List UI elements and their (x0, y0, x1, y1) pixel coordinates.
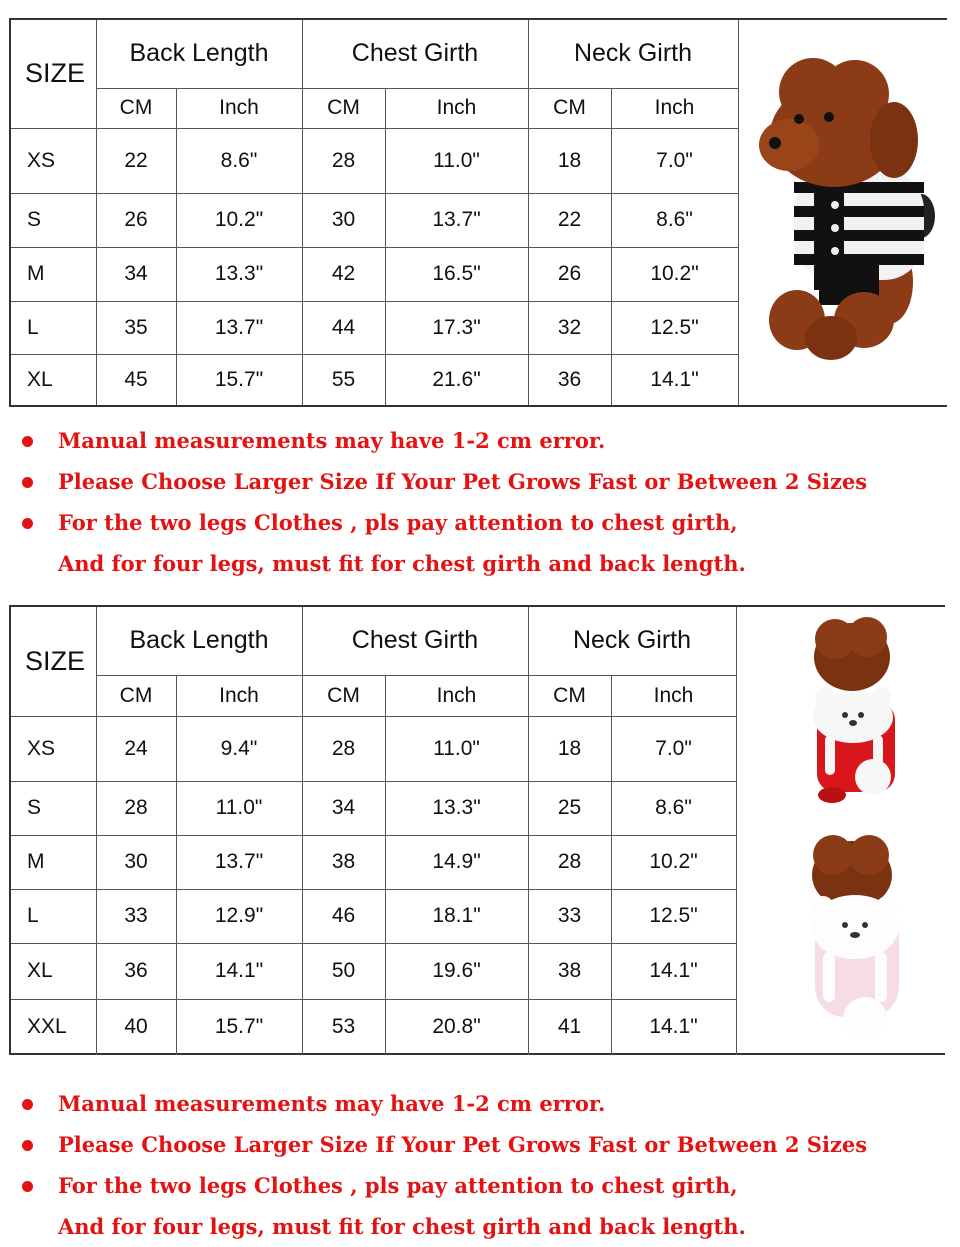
table-row (11, 889, 736, 943)
neck-girth-cm: 36 (528, 354, 611, 405)
note-item: Please Choose Larger Size If Your Pet Grows Fast or Between 2 Sizes (20, 1124, 940, 1165)
chest-girth-header: Chest Girth (302, 607, 528, 675)
size-label: XL (11, 943, 96, 999)
back-length-cm: 34 (96, 247, 176, 301)
size-label: S (11, 781, 96, 835)
chest-girth-cm: 50 (302, 943, 385, 999)
chest-girth-cm: 42 (302, 247, 385, 301)
chest-girth-header: Chest Girth (302, 20, 528, 88)
note-item: And for four legs, must fit for chest girth and back length. (58, 551, 746, 576)
unit-inch: Inch (611, 675, 736, 716)
neck-girth-inch: 8.6" (611, 781, 736, 835)
unit-cm: CM (528, 88, 611, 128)
neck-girth-inch: 10.2" (611, 247, 738, 301)
chest-girth-inch: 13.3" (385, 781, 528, 835)
chest-girth-inch: 21.6" (385, 354, 528, 405)
size-header: SIZE (11, 607, 96, 716)
back-length-cm: 33 (96, 889, 176, 943)
back-length-cm: 45 (96, 354, 176, 405)
table-row (11, 193, 738, 247)
note-item: Please Choose Larger Size If Your Pet Grows Fast or Between 2 Sizes (20, 461, 940, 502)
back-length-inch: 12.9" (176, 889, 302, 943)
unit-inch: Inch (385, 88, 528, 128)
note-item: Manual measurements may have 1-2 cm error. (20, 1083, 940, 1124)
neck-girth-cm: 33 (528, 889, 611, 943)
neck-girth-inch: 10.2" (611, 835, 736, 889)
neck-girth-cm: 28 (528, 835, 611, 889)
chest-girth-cm: 44 (302, 301, 385, 354)
neck-girth-cm: 18 (528, 716, 611, 781)
unit-inch: Inch (385, 675, 528, 716)
chest-girth-inch: 19.6" (385, 943, 528, 999)
bullet-icon (22, 518, 33, 529)
chest-girth-cm: 28 (302, 716, 385, 781)
neck-girth-cm: 41 (528, 999, 611, 1055)
back-length-inch: 15.7" (176, 999, 302, 1055)
size-notes-2 (20, 1083, 940, 1247)
neck-girth-cm: 18 (528, 128, 611, 193)
size-table-2 (11, 607, 737, 1055)
size-label: XXL (11, 999, 96, 1055)
chest-girth-inch: 16.5" (385, 247, 528, 301)
chest-girth-cm: 34 (302, 781, 385, 835)
note-item: For the two legs Clothes , pls pay attention to chest girth, (20, 1165, 940, 1206)
back-length-cm: 28 (96, 781, 176, 835)
bullet-icon (22, 1140, 33, 1151)
size-table-1 (11, 20, 739, 405)
chest-girth-cm: 46 (302, 889, 385, 943)
neck-girth-cm: 32 (528, 301, 611, 354)
size-label: XS (11, 128, 96, 193)
back-length-inch: 14.1" (176, 943, 302, 999)
chest-girth-cm: 30 (302, 193, 385, 247)
bullet-icon (22, 477, 33, 488)
back-length-inch: 8.6" (176, 128, 302, 193)
back-length-cm: 22 (96, 128, 176, 193)
chest-girth-inch: 11.0" (385, 716, 528, 781)
chest-girth-inch: 20.8" (385, 999, 528, 1055)
back-length-inch: 10.2" (176, 193, 302, 247)
neck-girth-cm: 25 (528, 781, 611, 835)
product-photo (738, 20, 948, 405)
table-row (11, 354, 738, 405)
size-label: XL (11, 354, 96, 405)
size-label: M (11, 247, 96, 301)
chest-girth-inch: 14.9" (385, 835, 528, 889)
chest-girth-cm: 28 (302, 128, 385, 193)
table-row (11, 835, 736, 889)
back-length-cm: 24 (96, 716, 176, 781)
unit-cm: CM (528, 675, 611, 716)
table-row (11, 781, 736, 835)
product-photo (736, 607, 946, 1053)
chest-girth-inch: 11.0" (385, 128, 528, 193)
size-notes-1 (20, 420, 940, 584)
chest-girth-inch: 13.7" (385, 193, 528, 247)
table-row (11, 943, 736, 999)
size-label: L (11, 301, 96, 354)
chest-girth-cm: 55 (302, 354, 385, 405)
unit-inch: Inch (176, 88, 302, 128)
size-label: L (11, 889, 96, 943)
note-item: Manual measurements may have 1-2 cm error. (20, 420, 940, 461)
neck-girth-header: Neck Girth (528, 20, 738, 88)
table-row (11, 247, 738, 301)
bullet-icon (22, 1099, 33, 1110)
back-length-inch: 11.0" (176, 781, 302, 835)
poodle-bear-hoodie-images (737, 607, 946, 1053)
size-label: S (11, 193, 96, 247)
note-item: For the two legs Clothes , pls pay attention to chest girth, (20, 502, 940, 543)
unit-cm: CM (96, 88, 176, 128)
back-length-inch: 15.7" (176, 354, 302, 405)
size-chart-1 (9, 18, 947, 407)
back-length-inch: 13.3" (176, 247, 302, 301)
neck-girth-cm: 22 (528, 193, 611, 247)
chest-girth-inch: 17.3" (385, 301, 528, 354)
back-length-cm: 26 (96, 193, 176, 247)
back-length-header: Back Length (96, 607, 302, 675)
neck-girth-inch: 12.5" (611, 301, 738, 354)
size-header: SIZE (11, 20, 96, 128)
chest-girth-cm: 38 (302, 835, 385, 889)
neck-girth-inch: 14.1" (611, 354, 738, 405)
chest-girth-cm: 53 (302, 999, 385, 1055)
size-label: XS (11, 716, 96, 781)
neck-girth-inch: 7.0" (611, 716, 736, 781)
unit-cm: CM (96, 675, 176, 716)
bullet-icon (22, 1181, 33, 1192)
neck-girth-inch: 14.1" (611, 999, 736, 1055)
table-row (11, 999, 736, 1055)
table-row (11, 128, 738, 193)
unit-inch: Inch (611, 88, 738, 128)
neck-girth-inch: 14.1" (611, 943, 736, 999)
back-length-cm: 36 (96, 943, 176, 999)
chest-girth-inch: 18.1" (385, 889, 528, 943)
size-chart-2 (9, 605, 945, 1055)
bullet-icon (22, 436, 33, 447)
back-length-inch: 13.7" (176, 835, 302, 889)
unit-inch: Inch (176, 675, 302, 716)
note-item: And for four legs, must fit for chest girth and back length. (58, 1214, 746, 1239)
neck-girth-header: Neck Girth (528, 607, 736, 675)
back-length-cm: 40 (96, 999, 176, 1055)
neck-girth-cm: 38 (528, 943, 611, 999)
back-length-header: Back Length (96, 20, 302, 88)
back-length-inch: 13.7" (176, 301, 302, 354)
unit-cm: CM (302, 675, 385, 716)
back-length-cm: 30 (96, 835, 176, 889)
neck-girth-inch: 7.0" (611, 128, 738, 193)
table-row (11, 716, 736, 781)
table-row (11, 301, 738, 354)
poodle-striped-jumpsuit-image (739, 20, 948, 405)
neck-girth-inch: 12.5" (611, 889, 736, 943)
neck-girth-inch: 8.6" (611, 193, 738, 247)
back-length-inch: 9.4" (176, 716, 302, 781)
size-label: M (11, 835, 96, 889)
unit-cm: CM (302, 88, 385, 128)
neck-girth-cm: 26 (528, 247, 611, 301)
back-length-cm: 35 (96, 301, 176, 354)
